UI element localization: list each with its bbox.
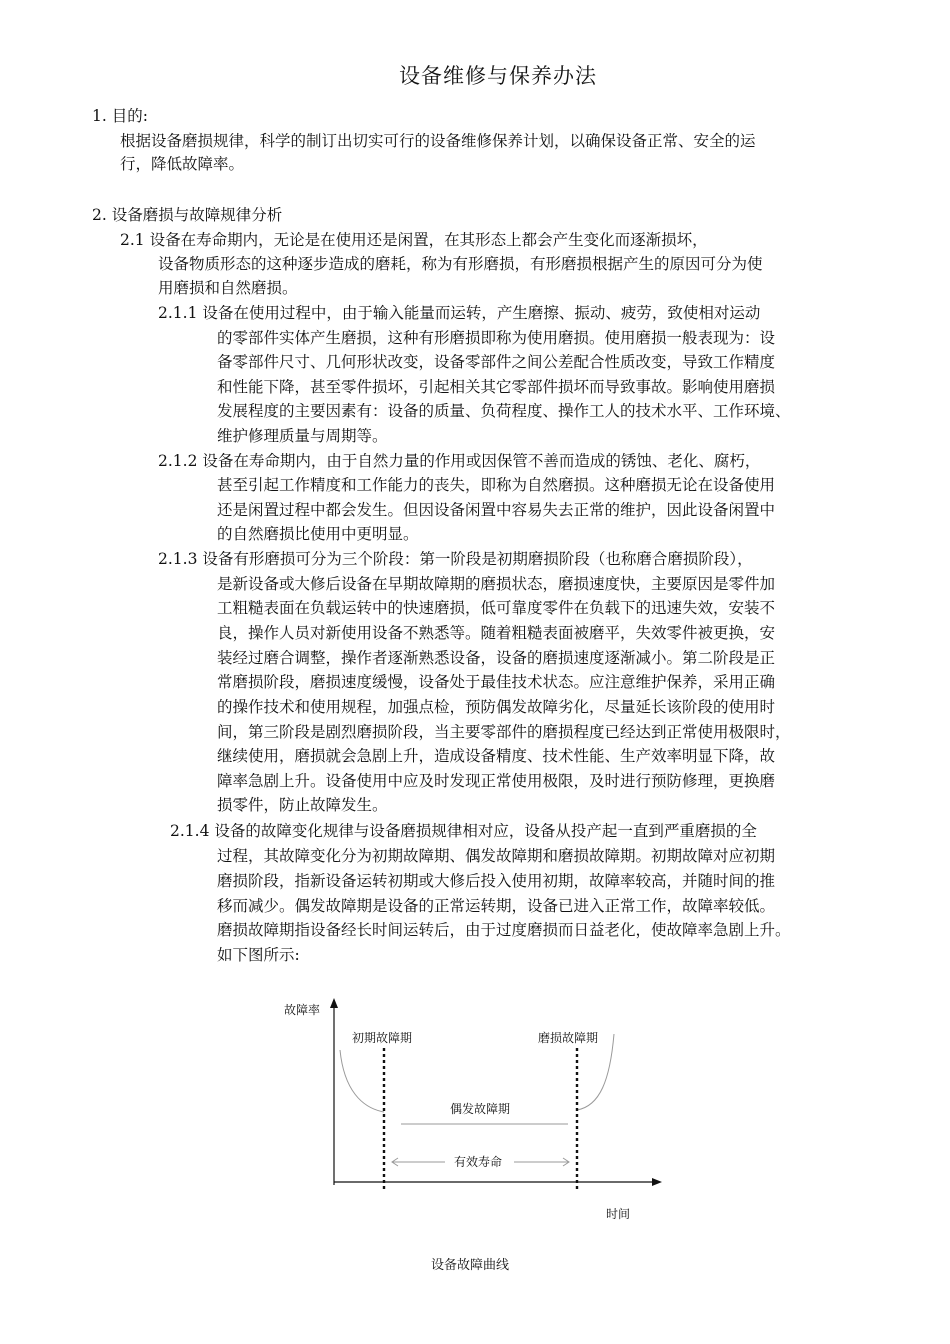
section-2-1-1-first-line: 2.1.1 设备在使用过程中，由于输入能量而运转，产生磨擦、振动、疲劳，致使相对运动 [158, 304, 761, 322]
section-2-1-2-line: 的自然磨损比使用中更明显。 [217, 525, 419, 543]
section-2-1-3-line: 装经过磨合调整，操作者逐渐熟悉设备，设备的磨损速度逐渐减小。第二阶段是正 [217, 649, 776, 667]
section-2-1-3-line: 的操作技术和使用规程，加强点检，预防偶发故障劣化，尽量延长该阶段的使用时 [217, 698, 776, 716]
section-2-1-line: 用磨损和自然磨损。 [158, 279, 298, 297]
section-2-1-line: 设备物质形态的这种逐步造成的磨耗，称为有形磨损，有形磨损根据产生的原因可分为使 [158, 255, 763, 273]
section-1-body-line: 行，降低故障率。 [120, 155, 245, 173]
section-2-1-1-line: 和性能下降，甚至零件损坏，引起相关其它零部件损坏而导致事故。影响使用磨损 [217, 378, 776, 396]
x-axis-arrow-icon [652, 1178, 662, 1186]
section-2-1-2-first-line: 2.1.2 设备在寿命期内，由于自然力量的作用或因保管不善而造成的锈蚀、老化、腐朽， [158, 452, 761, 470]
section-2-1-3-line: 损零件，防止故障发生。 [217, 796, 388, 814]
section-1-body-line: 根据设备磨损规律，科学的制订出切实可行的设备维修保养计划，以确保设备正常、安全的运 [120, 132, 756, 150]
section-2-1-4-line: 如下图所示: [217, 946, 300, 964]
section-2-1-3-line: 间，第三阶段是剧烈磨损阶段，当主要零部件的磨损程度已经达到正常使用极限时， [217, 723, 791, 741]
section-2-1-4-line: 磨损阶段，指新设备运转初期或大修后投入使用初期，故障率较高，并随时间的推 [217, 872, 776, 890]
section-2-1-3-line: 障率急剧上升。设备使用中应及时发现正常使用极限，及时进行预防修理，更换磨 [217, 772, 776, 790]
section-2-1-4-line: 磨损故障期指设备经长时间运转后，由于过度磨损而日益老化，使故障率急剧上升。 [217, 921, 791, 939]
early-failure-curve [340, 1050, 384, 1112]
wear-failure-curve [577, 1034, 614, 1110]
section-2-1-2-line: 甚至引起工作精度和工作能力的丧失，即称为自然磨损。这种磨损无论在设备使用 [217, 476, 776, 494]
y-axis-arrow-icon [330, 998, 338, 1008]
section-2-1-1-line: 发展程度的主要因素有：设备的质量、负荷程度、操作工人的技术水平、工作环境、 [217, 402, 791, 420]
early-failure-label: 初期故障期 [351, 1031, 413, 1045]
x-axis-label: 时间 [605, 1207, 631, 1221]
section-2-1-1-line: 备零部件尺寸、几何形状改变，设备零部件之间公差配合性质改变，导致工作精度 [217, 353, 776, 371]
section-2-1-3-line: 工粗糙表面在负载运转中的快速磨损，低可靠度零件在负载下的迅速失效，安装不 [217, 599, 776, 617]
section-2-1-3-line: 继续使用，磨损就会急剧上升，造成设备精度、技术性能、生产效率明显下降，故 [217, 747, 776, 765]
section-2-1-4-line: 移而减少。偶发故障期是设备的正常运转期，设备已进入正常工作，故障率较低。 [217, 897, 776, 915]
wear-failure-label: 磨损故障期 [537, 1031, 599, 1045]
page-title: 设备维修与保养办法 [399, 64, 597, 88]
section-2-1-2-line: 还是闲置过程中都会发生。但因设备闲置中容易失去正常的维护，因此设备闲置中 [217, 501, 776, 519]
random-failure-label: 偶发故障期 [449, 1102, 511, 1116]
section-2-1-3-line: 良，操作人员对新使用设备不熟悉等。随着粗糙表面被磨平，失效零件被更换，安 [217, 624, 776, 642]
failure-curve-figure [270, 990, 690, 1290]
section-2-1-3-line: 常磨损阶段，磨损速度缓慢，设备处于最佳技术状态。应注意维护保养，采用正确 [217, 673, 776, 691]
figure-caption: 设备故障曲线 [430, 1258, 509, 1273]
section-2-1-1-line: 维护修理质量与周期等。 [217, 427, 388, 445]
section-2-1-4-line: 过程，其故障变化分为初期故障期、偶发故障期和磨损故障期。初期故障对应初期 [217, 847, 776, 865]
section-2-1-3-first-line: 2.1.3 设备有形磨损可分为三个阶段：第一阶段是初期磨损阶段（也称磨合磨损阶段）， [158, 550, 753, 568]
effective-life-label: 有效寿命 [453, 1155, 503, 1169]
section-2-1-4-first-line: 2.1.4 设备的故障变化规律与设备磨损规律相对应，设备从投产起一直到严重磨损的全 [170, 822, 757, 840]
section-2-heading: 2. 设备磨损与故障规律分析 [92, 206, 283, 224]
section-2-1-1-line: 的零部件实体产生磨损，这种有形磨损即称为使用磨损。使用磨损一般表现为：设 [217, 329, 776, 347]
section-1-heading: 1. 目的: [92, 107, 148, 125]
section-2-1-3-line: 是新设备或大修后设备在早期故障期的磨损状态，磨损速度快，主要原因是零件加 [217, 575, 776, 593]
y-axis-label: 故障率 [283, 1003, 320, 1017]
section-2-1-line: 2.1 设备在寿命期内，无论是在使用还是闲置，在其形态上都会产生变化而逐渐损坏， [120, 231, 708, 249]
